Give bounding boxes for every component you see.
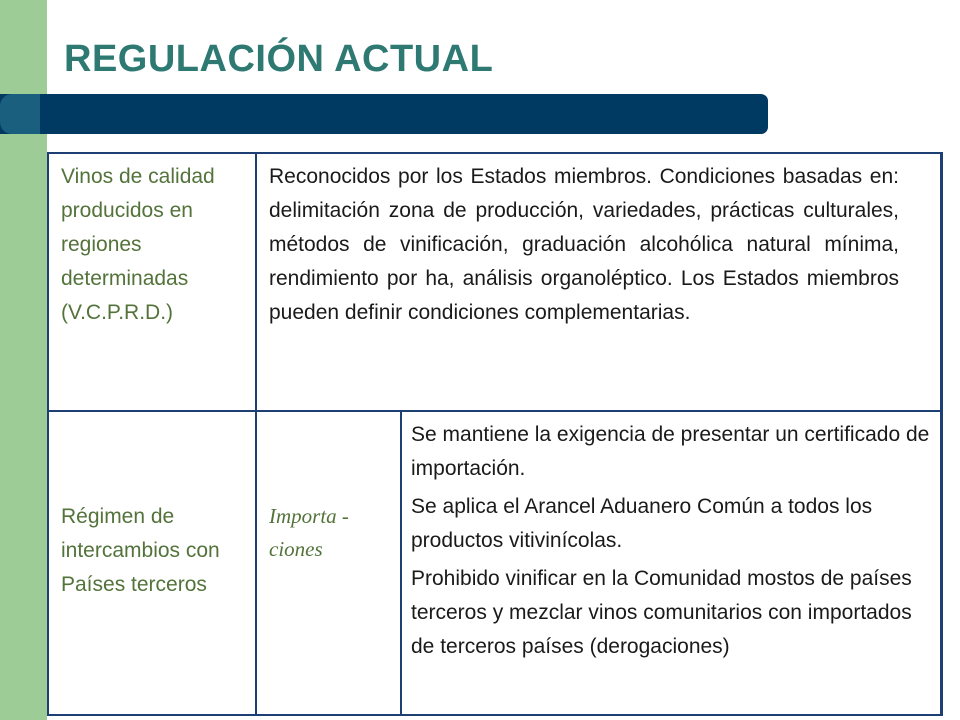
row2-sublabel: Importa - ciones	[269, 504, 349, 561]
row1-label: Vinos de calidad producidos en regiones determinadas (V.C.P.R.D.)	[61, 165, 215, 324]
row2-paragraph-3: Prohibido vinificar en la Comunidad mostos de países terceros y mezclar vinos comunitarios con importados de terceros países (derogaciones)	[411, 567, 912, 658]
row1-text-cell	[269, 160, 899, 330]
title-underline-bar	[0, 94, 768, 134]
column-divider-2	[400, 412, 402, 714]
row2-label: Régimen de intercambios con Países terceros	[61, 505, 220, 596]
row1-text: Reconocidos por los Estados miembros. Condiciones basadas en: delimitación zona de producción, variedades, prácticas culturales, métodos de vinificación, graduación alcohólica natural mínima, rendimiento por ha, análisis organoléptico. Los Estados miembros pueden definir condiciones complementarias.	[269, 165, 899, 324]
row-divider	[49, 410, 942, 412]
row2-paragraph-2: Se aplica el Arancel Aduanero Común a todos los productos vitivinícolas.	[411, 495, 873, 552]
row2-label-cell	[61, 500, 251, 602]
row2-sublabel-cell	[269, 500, 387, 566]
regulation-table	[47, 152, 943, 716]
page-title: REGULACIÓN ACTUAL	[64, 38, 494, 80]
title-bar-left-cap	[0, 94, 40, 134]
row2-text-cell	[411, 418, 931, 668]
row1-label-cell	[61, 160, 251, 330]
row2-paragraph-1: Se mantiene la exigencia de presentar un certificado de importación.	[411, 423, 930, 480]
column-divider-1	[255, 154, 257, 714]
